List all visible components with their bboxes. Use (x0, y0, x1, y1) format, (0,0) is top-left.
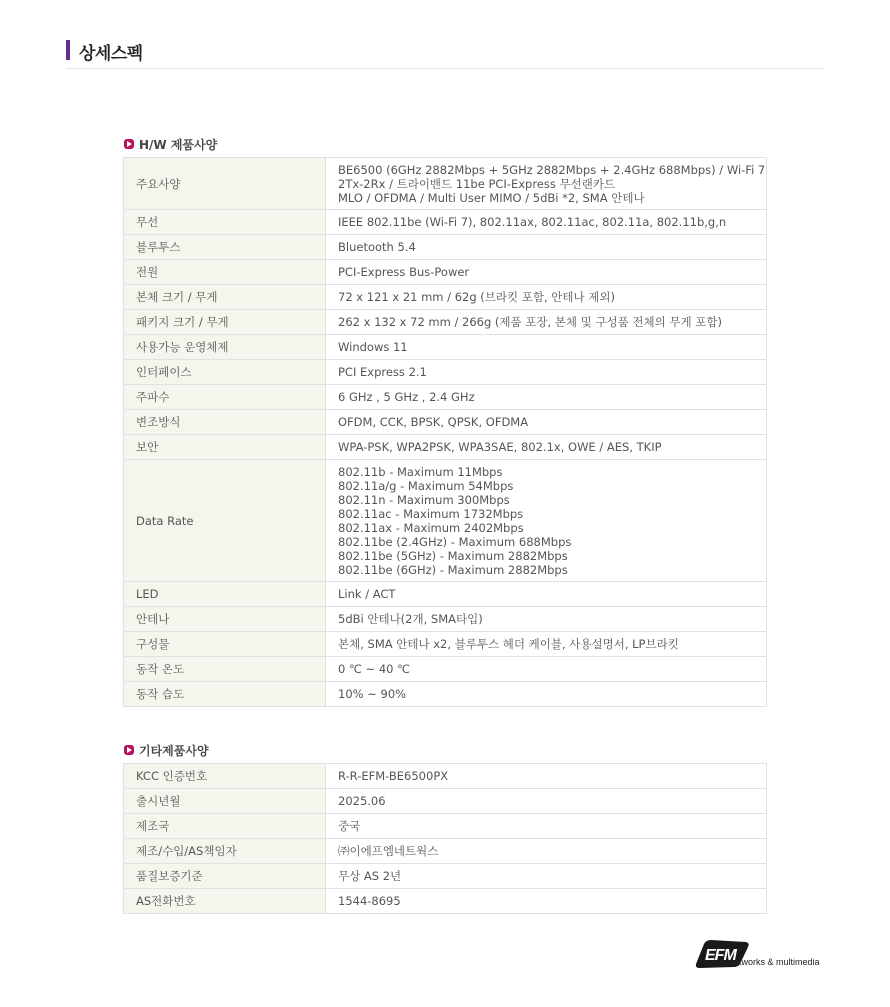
spec-row (124, 839, 767, 864)
spec-row (124, 410, 767, 435)
spec-label: Data Rate (124, 460, 326, 582)
spec-value (326, 582, 767, 607)
spec-value (326, 682, 767, 707)
spec-value-line: 1544-8695 (338, 894, 401, 908)
page-header (66, 38, 823, 69)
spec-value (326, 839, 767, 864)
spec-value (326, 158, 767, 210)
etc-spec-table (123, 763, 767, 914)
spec-label: 사용가능 운영체제 (124, 335, 326, 360)
spec-label: 변조방식 (124, 410, 326, 435)
spec-row (124, 158, 767, 210)
hw-spec-table (123, 157, 767, 707)
spec-value-line: R-R-EFM-BE6500PX (338, 769, 449, 783)
spec-label: 제조국 (124, 814, 326, 839)
spec-label: 구성물 (124, 632, 326, 657)
spec-label: 인터페이스 (124, 360, 326, 385)
spec-row (124, 285, 767, 310)
spec-value-line: 802.11a/g - Maximum 54Mbps (338, 478, 514, 493)
spec-label: 주요사양 (124, 158, 326, 210)
spec-label: 출시년월 (124, 789, 326, 814)
spec-label: 무선 (124, 210, 326, 235)
spec-row (124, 210, 767, 235)
spec-value (326, 285, 767, 310)
spec-row (124, 335, 767, 360)
logo-mark-text: EFM (705, 947, 736, 964)
spec-value-line: 262 x 132 x 72 mm / 266g (제품 포장, 본체 및 구성품 전체의 무게 포함) (338, 315, 722, 329)
spec-value-line: 본체, SMA 안테나 x2, 블루투스 헤더 케이블, 사용설명서, LP브라킷 (338, 637, 679, 651)
spec-value (326, 789, 767, 814)
spec-value-line: 0 ℃ ~ 40 ℃ (338, 662, 411, 676)
spec-value (326, 260, 767, 285)
spec-value (326, 460, 767, 582)
spec-label: 블루투스 (124, 235, 326, 260)
efm-logo (694, 934, 824, 970)
logo-tagline: networks & multimedia (729, 957, 820, 967)
spec-row (124, 260, 767, 285)
spec-label: 전원 (124, 260, 326, 285)
spec-row (124, 310, 767, 335)
spec-label: 제조/수입/AS책임자 (124, 839, 326, 864)
spec-value (326, 410, 767, 435)
spec-value (326, 657, 767, 682)
spec-row (124, 360, 767, 385)
spec-value (326, 814, 767, 839)
spec-value-line: ㈜이에프엠네트웍스 (338, 844, 439, 858)
spec-value-line: 802.11b - Maximum 11Mbps (338, 464, 503, 479)
etc-section-title-text: 기타제품사양 (139, 743, 209, 758)
spec-row (124, 682, 767, 707)
spec-value-line: 6 GHz , 5 GHz , 2.4 GHz (338, 390, 475, 404)
spec-value-line: 802.11n - Maximum 300Mbps (338, 492, 510, 507)
spec-value (326, 607, 767, 632)
spec-label: 동작 습도 (124, 682, 326, 707)
spec-row (124, 235, 767, 260)
section-bullet-icon (124, 745, 134, 755)
spec-value-line: 802.11be (6GHz) - Maximum 2882Mbps (338, 562, 568, 577)
hw-section-title-text: H/W 제품사양 (139, 137, 218, 152)
spec-row (124, 435, 767, 460)
efm-logo-mark (694, 934, 824, 970)
spec-label: LED (124, 582, 326, 607)
spec-value-line: Link / ACT (338, 587, 396, 601)
spec-row (124, 460, 767, 582)
spec-value-line: IEEE 802.11be (Wi-Fi 7), 802.11ax, 802.11ac, 802.11a, 802.11b,g,n (338, 215, 727, 229)
spec-value-line: PCI-Express Bus-Power (338, 265, 470, 279)
spec-value-line: 5dBi 안테나(2개, SMA타입) (338, 612, 483, 626)
spec-value-line: MLO / OFDMA / Multi User MIMO / 5dBi *2, SMA 안테나 (338, 190, 645, 205)
spec-row (124, 607, 767, 632)
spec-row (124, 632, 767, 657)
spec-label: 안테나 (124, 607, 326, 632)
spec-label: AS전화번호 (124, 889, 326, 914)
spec-value-line: Windows 11 (338, 340, 408, 354)
spec-row (124, 864, 767, 889)
hw-section-title (124, 136, 217, 152)
spec-row (124, 657, 767, 682)
spec-value (326, 385, 767, 410)
spec-value-line: 802.11ax - Maximum 2402Mbps (338, 520, 524, 535)
spec-value-line: 802.11ac - Maximum 1732Mbps (338, 506, 524, 521)
spec-value (326, 764, 767, 789)
spec-value-line: 2025.06 (338, 794, 386, 808)
spec-value-line: PCI Express 2.1 (338, 365, 427, 379)
spec-label: 품질보증기준 (124, 864, 326, 889)
spec-label: 패키지 크기 / 무게 (124, 310, 326, 335)
spec-value (326, 210, 767, 235)
spec-row (124, 889, 767, 914)
spec-label: 주파수 (124, 385, 326, 410)
spec-value (326, 235, 767, 260)
spec-value-line: BE6500 (6GHz 2882Mbps + 5GHz 2882Mbps + 2.4GHz 688Mbps) / Wi-Fi 7 (338, 162, 766, 177)
page-title: 상세스펙 (79, 44, 143, 64)
spec-value (326, 889, 767, 914)
spec-value (326, 335, 767, 360)
spec-label: KCC 인증번호 (124, 764, 326, 789)
spec-row (124, 385, 767, 410)
title-accent-bar (66, 40, 70, 60)
spec-label: 본체 크기 / 무게 (124, 285, 326, 310)
spec-row (124, 582, 767, 607)
spec-value-line: Bluetooth 5.4 (338, 240, 416, 254)
spec-value-line: 802.11be (2.4GHz) - Maximum 688Mbps (338, 534, 572, 549)
spec-value (326, 310, 767, 335)
spec-value (326, 435, 767, 460)
spec-value-line: 802.11be (5GHz) - Maximum 2882Mbps (338, 548, 568, 563)
spec-value (326, 864, 767, 889)
spec-label: 보안 (124, 435, 326, 460)
spec-value-line: 72 x 121 x 21 mm / 62g (브라킷 포함, 안테나 제외) (338, 290, 615, 304)
spec-label: 동작 온도 (124, 657, 326, 682)
spec-value-line: 10% ~ 90% (338, 687, 407, 701)
spec-value-line: 중국 (338, 819, 361, 833)
spec-row (124, 789, 767, 814)
spec-value (326, 632, 767, 657)
spec-value-line: OFDM, CCK, BPSK, QPSK, OFDMA (338, 415, 529, 429)
etc-section-title (124, 742, 209, 758)
section-bullet-icon (124, 139, 134, 149)
spec-value-line: 무상 AS 2년 (338, 869, 402, 883)
spec-row (124, 764, 767, 789)
spec-value-line: WPA-PSK, WPA2PSK, WPA3SAE, 802.1x, OWE / AES, TKIP (338, 440, 662, 454)
spec-row (124, 814, 767, 839)
spec-value (326, 360, 767, 385)
spec-value-line: 2Tx-2Rx / 트라이밴드 11be PCI-Express 무선랜카드 (338, 176, 616, 191)
